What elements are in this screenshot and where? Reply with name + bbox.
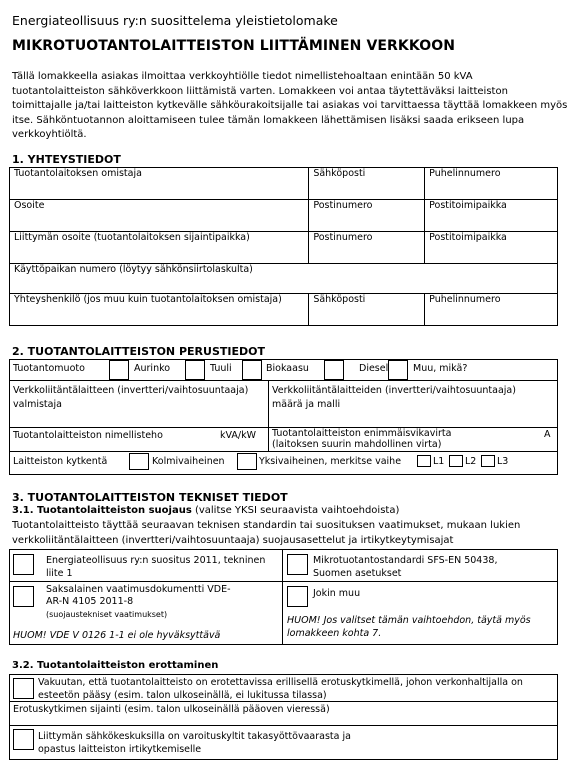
form-title: MIKROTUOTANTOLAITTEISTON LIITTÄMINEN VERKKOON: [12, 38, 456, 54]
inverter-count-field[interactable]: Verkkoliitäntälaitteiden (invertteri/vaihtosuuntaaja) määrä ja malli: [272, 385, 516, 410]
nominal-power-unit: kVA/kW: [220, 430, 256, 441]
sfs-standard-checkbox[interactable]: [287, 554, 308, 575]
l1-checkbox[interactable]: [417, 455, 431, 467]
section-2-heading: 2. TUOTANTOLAITTEISTON PERUSTIEDOT: [12, 345, 265, 358]
solar-checkbox[interactable]: [109, 360, 129, 380]
diesel-checkbox[interactable]: [324, 360, 344, 380]
protection-options-box: [9, 549, 558, 645]
et-recommendation-checkbox[interactable]: [13, 554, 34, 575]
three-phase-label: Kolmivaiheinen: [152, 456, 225, 467]
max-fault-current-field[interactable]: Tuotantolaitteiston enimmäisvikavirta (laitoksen suurin mahdollinen virta): [272, 428, 452, 450]
max-current-unit: A: [544, 429, 551, 440]
l2-label: L2: [465, 456, 477, 467]
separation-box: [9, 674, 558, 760]
org-line: Energiateollisuus ry:n suosittelema yleistietolomake: [12, 13, 338, 28]
other-checkbox[interactable]: [388, 360, 408, 380]
owner-field[interactable]: Tuotantolaitoksen omistaja: [10, 168, 309, 200]
separation-location-field[interactable]: Erotuskytkimen sijainti (esim. talon ulkoseinällä pääoven vieressä): [13, 704, 330, 715]
biogas-label: Biokaasu: [266, 363, 309, 374]
post-office-field-2[interactable]: Postitoimipaikka: [425, 232, 558, 264]
section-3-2-heading: 3.2. Tuotantolaitteiston erottaminen: [12, 660, 219, 671]
biogas-checkbox[interactable]: [242, 360, 262, 380]
email-field-2[interactable]: Sähköposti: [309, 294, 425, 326]
section-3-1-heading: 3.1. Tuotantolaitteiston suojaus (valitse YKSI seuraavista vaihtoehdoista): [12, 505, 400, 516]
phone-field[interactable]: Puhelinnumero: [425, 168, 558, 200]
three-phase-checkbox[interactable]: [129, 453, 149, 470]
single-phase-label: Yksivaiheinen, merkitse vaihe: [259, 456, 402, 467]
separation-confirm-label: Vakuutan, että tuotantolaitteisto on erotettavissa erillisellä erotuskytkimellä, johon verkonhaltijalla on esteetön pääsy (esim. talon ulkoseinällä, ei lukitussa tilassa): [38, 677, 523, 701]
vde-label: Saksalainen vaatimusdokumentti VDE-AR-N 4105 2011-8: [46, 584, 231, 607]
wind-checkbox[interactable]: [185, 360, 205, 380]
connection-address-field[interactable]: Liittymän osoite (tuotantolaitoksen sijaintipaikka): [10, 232, 309, 264]
address-field[interactable]: Osoite: [10, 200, 309, 232]
other-label: Muu, mikä?: [413, 363, 468, 374]
diesel-label: Diesel: [359, 363, 389, 374]
postal-field[interactable]: Postinumero: [309, 200, 425, 232]
section-3-1-text: Tuotantolaitteisto täyttää seuraavan teknisen standardin tai suosituksen vaatimukset, mukaan lukien verkkoliitäntälaitteen (invertteri/vaihtosuuntaaja) suojausasettelut ja irtikytkeytymisajat: [12, 520, 521, 546]
sfs-standard-label: Mikrotuotantostandardi SFS-EN 50438, Suomen asetukset: [313, 555, 498, 579]
et-recommendation-label: Energiateollisuus ry:n suositus 2011, tekninen liite 1: [46, 555, 266, 579]
basic-info-box: [9, 359, 558, 475]
l1-label: L1: [433, 456, 445, 467]
section-1-heading: 1. YHTEYSTIEDOT: [12, 153, 121, 166]
separation-confirm-checkbox[interactable]: [13, 678, 34, 699]
email-field[interactable]: Sähköposti: [309, 168, 425, 200]
connection-label: Laitteiston kytkentä: [13, 456, 108, 467]
other-standard-label: Jokin muu: [313, 588, 361, 599]
contact-person-field[interactable]: Yhteyshenkilö (jos muu kuin tuotantolaitoksen omistaja): [10, 294, 309, 326]
usage-place-field[interactable]: Käyttöpaikan numero (löytyy sähkönsiirtolaskulta): [10, 264, 558, 294]
intro-text: Tällä lomakkeella asiakas ilmoittaa verkkoyhtiölle tiedot nimellistehoaltaan enintään 50 kVA tuotantolaitteiston sähköverkkoon liittämistä varten. Lomakkeen voi antaa täytettäväksi laitteiston toimittajalle ja/tai laitteiston kytkevälle sähköurakoitsijalle tai asiakas voi tarvittaessa täyttää lomakkeen myös itse. Sähköntuotannon aloittamiseen tulee tämän lomakkeen lähettämisen lisäksi saada erikseen lupa verkkoyhtiöltä.: [12, 71, 568, 140]
vde-warning: HUOM! VDE V 0126 1-1 ei ole hyväksyttävä: [13, 630, 221, 641]
wind-label: Tuuli: [210, 363, 232, 374]
other-standard-warning: HUOM! Jos valitset tämän vaihtoehdon, täytä myös lomakkeen kohta 7.: [287, 615, 531, 639]
phone-field-2[interactable]: Puhelinnumero: [425, 294, 558, 326]
inverter-manufacturer-field[interactable]: Verkkoliitäntälaitteen (invertteri/vaihtosuuntaaja) valmistaja: [13, 385, 249, 410]
contact-table: [9, 167, 558, 326]
warning-signs-checkbox[interactable]: [13, 729, 34, 750]
post-office-field[interactable]: Postitoimipaikka: [425, 200, 558, 232]
nominal-power-field[interactable]: Tuotantolaitteiston nimellisteho: [13, 430, 163, 441]
single-phase-checkbox[interactable]: [237, 453, 257, 470]
other-standard-checkbox[interactable]: [287, 586, 308, 607]
postal-field-2[interactable]: Postinumero: [309, 232, 425, 264]
prod-form-label: Tuotantomuoto: [13, 363, 85, 374]
l2-checkbox[interactable]: [449, 455, 463, 467]
vde-note: (suojaustekniset vaatimukset): [46, 610, 168, 619]
l3-checkbox[interactable]: [481, 455, 495, 467]
l3-label: L3: [497, 456, 509, 467]
vde-checkbox[interactable]: [13, 586, 34, 607]
solar-label: Aurinko: [134, 363, 171, 374]
section-3-heading: 3. TUOTANTOLAITTEISTON TEKNISET TIEDOT: [12, 491, 288, 504]
warning-signs-label: Liittymän sähkökeskuksilla on varoituskyltit takasyöttövaarasta ja opastus laitteiston irtikytkemiselle: [38, 731, 351, 755]
